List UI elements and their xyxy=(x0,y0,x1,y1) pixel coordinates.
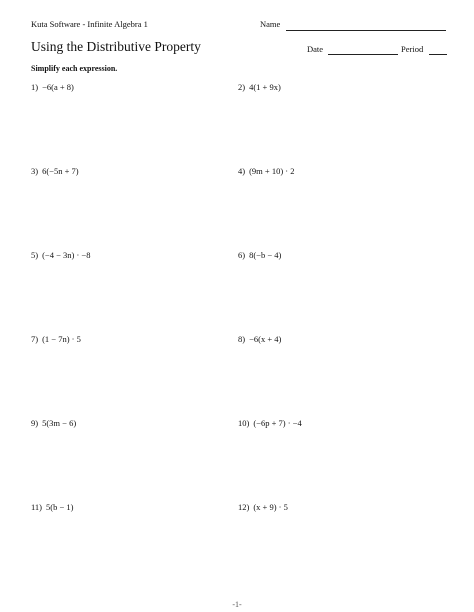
problem-number: 9) xyxy=(31,418,39,428)
period-field-line xyxy=(429,54,447,55)
problem-number: 8) xyxy=(238,334,246,344)
problem-number: 12) xyxy=(238,502,250,512)
problem-4 xyxy=(238,166,295,176)
name-label: Name xyxy=(260,19,281,29)
problem-2 xyxy=(238,82,281,92)
software-header: Kuta Software - Infinite Algebra 1 xyxy=(31,19,148,29)
problem-number: 5) xyxy=(31,250,39,260)
date-field-line xyxy=(328,54,398,55)
problem-number: 11) xyxy=(31,502,43,512)
problem-expression: (x + 9) · 5 xyxy=(253,502,288,512)
problem-12 xyxy=(238,502,288,512)
problem-6 xyxy=(238,250,281,260)
period-label: Period xyxy=(401,44,424,54)
problem-8 xyxy=(238,334,281,344)
worksheet-title: Using the Distributive Property xyxy=(31,39,201,54)
problem-9 xyxy=(31,418,76,428)
name-field-line xyxy=(286,30,446,31)
problem-1 xyxy=(31,82,74,92)
problem-expression: −6(x + 4) xyxy=(249,334,282,344)
problem-11 xyxy=(31,502,73,512)
problem-number: 2) xyxy=(238,82,246,92)
problem-3 xyxy=(31,166,79,176)
page-number: -1- xyxy=(232,600,242,609)
date-label: Date xyxy=(307,44,324,54)
problem-number: 10) xyxy=(238,418,250,428)
problem-number: 4) xyxy=(238,166,246,176)
instructions: Simplify each expression. xyxy=(31,64,118,73)
problem-number: 1) xyxy=(31,82,39,92)
problem-10 xyxy=(238,418,302,428)
problem-expression: 5(3m − 6) xyxy=(42,418,77,428)
problem-7 xyxy=(31,334,81,344)
problem-expression: −6(a + 8) xyxy=(42,82,74,92)
problem-number: 3) xyxy=(31,166,39,176)
problem-expression: 8(−b − 4) xyxy=(249,250,282,260)
problem-number: 7) xyxy=(31,334,39,344)
problem-expression: 4(1 + 9x) xyxy=(249,82,281,92)
problem-expression: 5(b − 1) xyxy=(46,502,74,512)
problem-expression: (1 − 7n) · 5 xyxy=(42,334,81,344)
problem-expression: (−4 − 3n) · −8 xyxy=(42,250,91,260)
problem-5 xyxy=(31,250,90,260)
problem-number: 6) xyxy=(238,250,246,260)
problem-expression: 6(−5n + 7) xyxy=(42,166,79,176)
problem-expression: (9m + 10) · 2 xyxy=(249,166,295,176)
problem-expression: (−6p + 7) · −4 xyxy=(253,418,302,428)
